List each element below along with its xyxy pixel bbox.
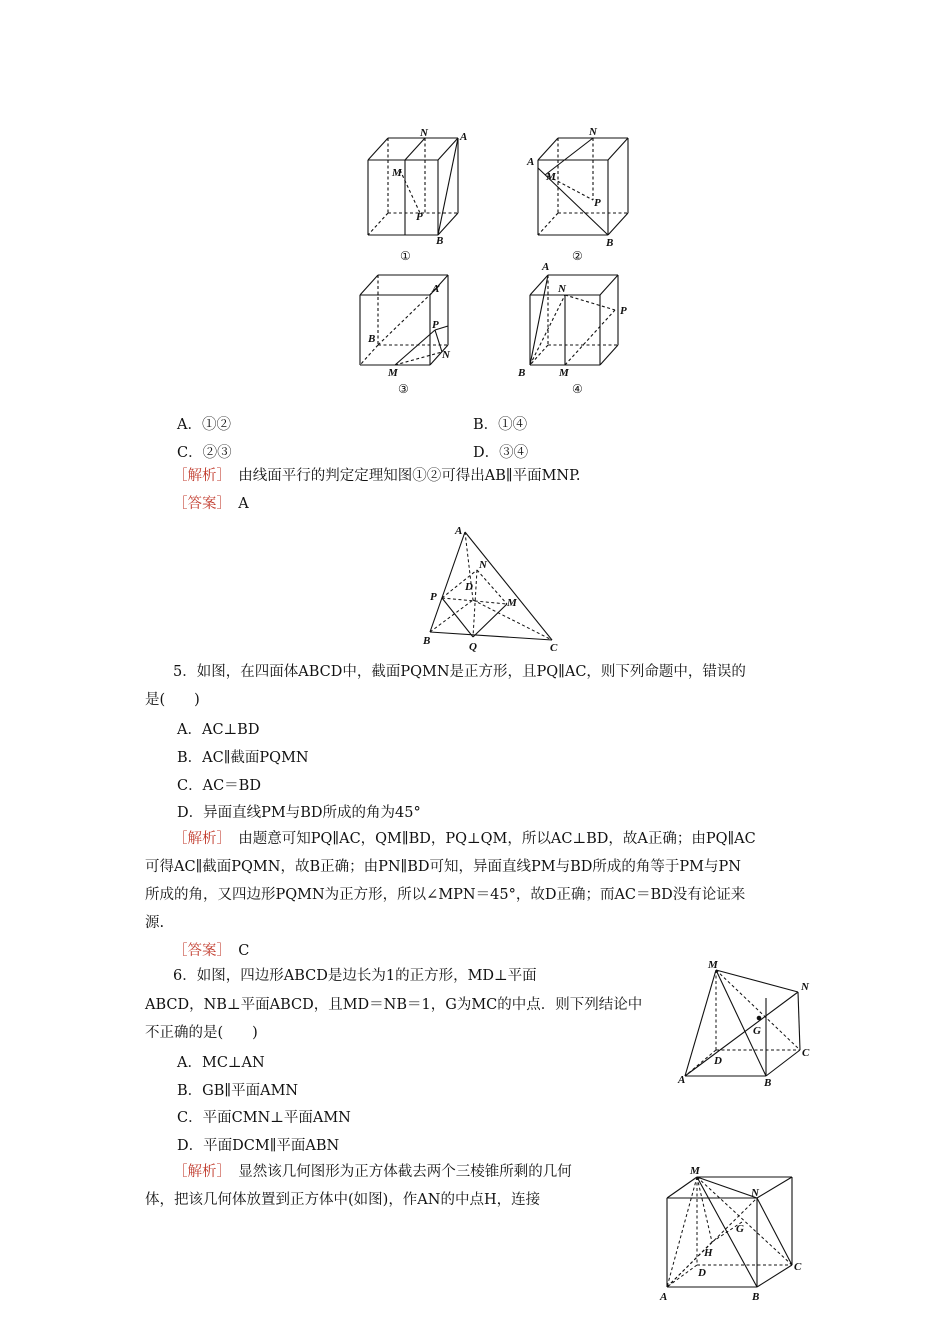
q5-analysis-line4: 源. <box>145 915 165 931</box>
tetra-label-p: P <box>430 591 437 603</box>
q4-answer-text: A <box>238 496 249 512</box>
q4-answer <box>173 494 249 514</box>
q4-option-a: A．①② <box>177 417 231 433</box>
cube4-label-a: A <box>542 261 550 273</box>
point-g <box>757 1016 762 1021</box>
q6b-label-h: H <box>704 1247 713 1259</box>
cube4-label-b: B <box>518 367 526 379</box>
q6-label-c: C <box>802 1047 810 1059</box>
q5-stem-line1: 5．如图，在四面体ABCD中，截面PQMN是正方形，且PQ∥AC，则下列命题中，错误的 <box>173 664 746 680</box>
q6-option-d: D．平面DCM∥平面ABN <box>177 1138 340 1154</box>
q5-analysis-line2: 可得AC∥截面PQMN，故B正确；由PN∥BD可知，异面直线PM与BD所成的角等于PM与PN <box>145 859 741 875</box>
q6-label-b: B <box>764 1077 772 1089</box>
q5-answer <box>173 941 249 961</box>
tetra-label-m: M <box>507 597 517 609</box>
q5-option-b: B．AC∥截面PQMN <box>177 750 309 766</box>
cube3-label-n: N <box>442 349 450 361</box>
cube2-label-a: A <box>527 156 535 168</box>
cube3-label-a: A <box>432 283 440 295</box>
cube-2 <box>538 138 628 235</box>
q4-analysis <box>173 466 581 486</box>
cube2-label-n: N <box>589 126 597 138</box>
cube4-label-p: P <box>620 305 627 317</box>
q6b-label-g: G <box>736 1223 744 1235</box>
q6b-label-n: N <box>751 1187 759 1199</box>
figure-q6-cube <box>652 1160 812 1310</box>
q6-stem-line3: 不正确的是( ) <box>145 1025 258 1041</box>
q5-option-d: D．异面直线PM与BD所成的角为45° <box>177 805 421 821</box>
q6b-label-a: A <box>660 1291 668 1303</box>
cube-4-hidden <box>530 275 618 365</box>
cube4-label-m: M <box>559 367 569 379</box>
q6-stem-line2: ABCD，NB⊥平面ABCD，且MD＝NB＝1，G为MC的中点．则下列结论中 <box>145 997 643 1013</box>
tetra-label-n: N <box>479 559 487 571</box>
q5-answer-text: C <box>238 943 250 959</box>
q6-label-g: G <box>753 1025 761 1037</box>
q6-option-c: C．平面CMN⊥平面AMN <box>177 1110 351 1126</box>
tetra-label-q: Q <box>469 641 477 653</box>
cube2-label-p: P <box>594 197 601 209</box>
q6-stem-line1: 6．如图，四边形ABCD是边长为1的正方形，MD⊥平面 <box>173 968 537 984</box>
q6-label-n: N <box>801 981 809 993</box>
q6-label-m: M <box>708 959 718 971</box>
tetra-label-d: D <box>465 581 473 593</box>
q5-analysis-line1 <box>173 829 756 849</box>
cube1-label-a: A <box>460 131 468 143</box>
q5-analysis-text1: 由题意可知PQ∥AC，QM∥BD，PQ⊥QM，所以AC⊥BD，故A正确；由PQ∥AC <box>238 831 756 847</box>
q5-option-a: A．AC⊥BD <box>177 722 260 738</box>
answer-tag: ［答案］ <box>173 943 224 959</box>
q6b-label-d: D <box>698 1267 706 1279</box>
cube2-label-b: B <box>606 237 614 249</box>
answer-tag: ［答案］ <box>173 496 224 512</box>
figure-q6 <box>668 952 818 1092</box>
q6-analysis-line1 <box>173 1162 572 1182</box>
q6-label-a: A <box>678 1074 686 1086</box>
cube1-caption: ① <box>400 249 411 263</box>
cube1-label-m: M <box>392 167 402 179</box>
q6b-label-c: C <box>794 1261 802 1273</box>
q4-analysis-text: 由线面平行的判定定理知图①②可得出AB∥平面MNP. <box>238 468 581 484</box>
q5-option-c: C．AC＝BD <box>177 778 261 794</box>
cube4-caption: ④ <box>572 382 583 396</box>
q4-option-d: D．③④ <box>473 445 529 461</box>
cube2-label-m: M <box>546 171 556 183</box>
cube3-caption: ③ <box>398 382 409 396</box>
figure-tetrahedron <box>415 520 575 655</box>
q4-option-b: B．①④ <box>473 417 528 433</box>
cube3-label-m: M <box>388 367 398 379</box>
cube1-label-b: B <box>436 235 444 247</box>
q6-analysis-text1: 显然该几何图形为正方体截去两个三棱锥所剩的几何 <box>238 1164 572 1180</box>
cube3-label-b: B <box>368 333 376 345</box>
analysis-tag: ［解析］ <box>173 831 224 847</box>
cube4-label-n: N <box>558 283 566 295</box>
cube1-label-p: P <box>416 211 423 223</box>
q5-stem-line2: 是( ) <box>145 692 200 708</box>
q6-option-b: B．GB∥平面AMN <box>177 1083 299 1099</box>
cube2-caption: ② <box>572 249 583 263</box>
tetra-label-a: A <box>455 525 463 537</box>
cube1-label-n: N <box>420 127 428 139</box>
q6-label-d: D <box>714 1055 722 1067</box>
q4-option-c: C．②③ <box>177 445 232 461</box>
q6b-label-b: B <box>752 1291 760 1303</box>
cube3-label-p: P <box>432 319 439 331</box>
q6-analysis-line2: 体，把该几何体放置到正方体中(如图)，作AN的中点H，连接 <box>145 1192 541 1208</box>
analysis-tag: ［解析］ <box>173 1164 224 1180</box>
cube-1 <box>368 138 458 235</box>
q5-analysis-line3: 所成的角，又四边形PQMN为正方形，所以∠MPN＝45°，故D正确；而AC＝BD没有论证来 <box>145 887 746 903</box>
q6-option-a: A．MC⊥AN <box>177 1055 265 1071</box>
tetra-label-b: B <box>423 635 431 647</box>
analysis-tag: ［解析］ <box>173 468 224 484</box>
tetra-label-c: C <box>550 642 558 654</box>
q6b-label-m: M <box>690 1165 700 1177</box>
cube-4 <box>530 275 618 365</box>
figure-cubes <box>350 120 650 405</box>
